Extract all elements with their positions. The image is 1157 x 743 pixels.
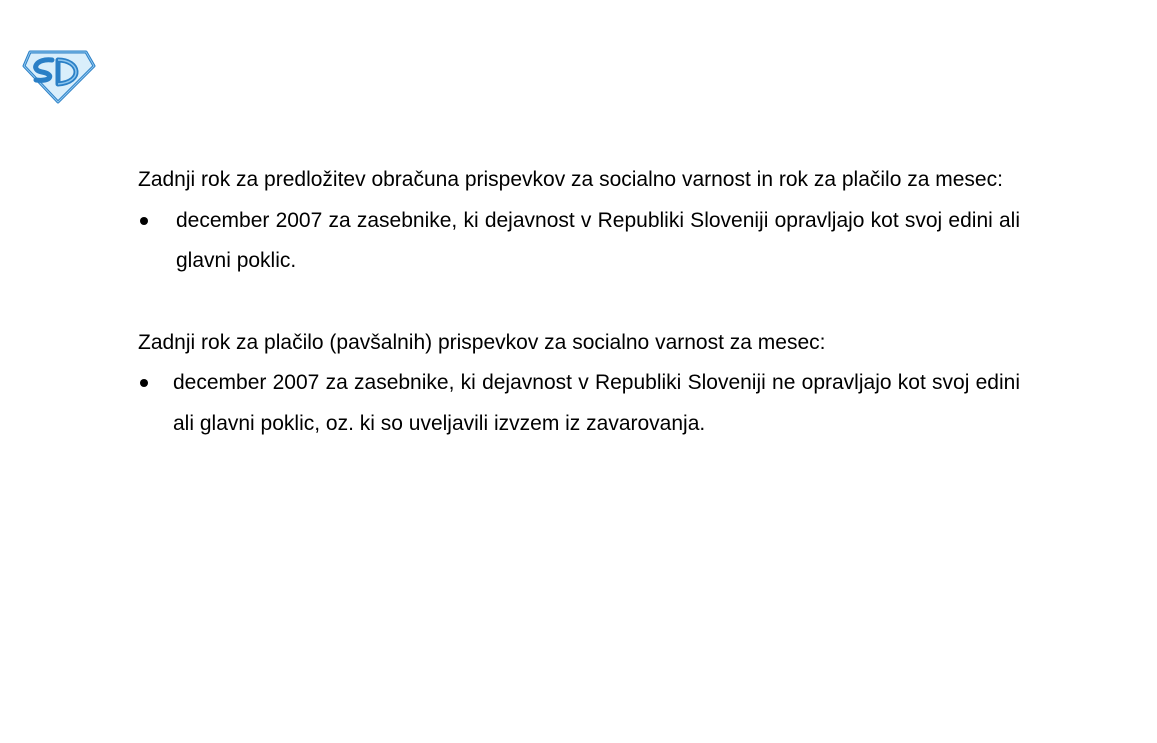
- section-spacer: [138, 282, 1020, 323]
- bullet-icon: [140, 379, 148, 387]
- section2-list: [138, 363, 1020, 444]
- list-item-text: december 2007 za zasebnike, ki dejavnost v Republiki Sloveniji ne opravljajo kot svoj edini ali glavni poklic, oz. ki so uveljavili izvzem iz zavarovanja.: [173, 371, 1020, 435]
- section1-heading: Zadnji rok za predložitev obračuna prispevkov za socialno varnost in rok za plačilo za mesec:: [138, 168, 1003, 191]
- list-item-text: december 2007 za zasebnike, ki dejavnost v Republiki Sloveniji opravljajo kot svoj edini ali glavni poklic.: [176, 208, 1020, 272]
- section1-list: [138, 201, 1020, 282]
- bullet-icon: [140, 217, 148, 225]
- section2-heading: Zadnji rok za plačilo (pavšalnih) prispevkov za socialno varnost za mesec:: [138, 330, 826, 354]
- list-item: [138, 363, 1020, 444]
- list-item: [138, 201, 1020, 282]
- sd-logo-icon: [22, 48, 96, 104]
- document-body: [138, 160, 1020, 444]
